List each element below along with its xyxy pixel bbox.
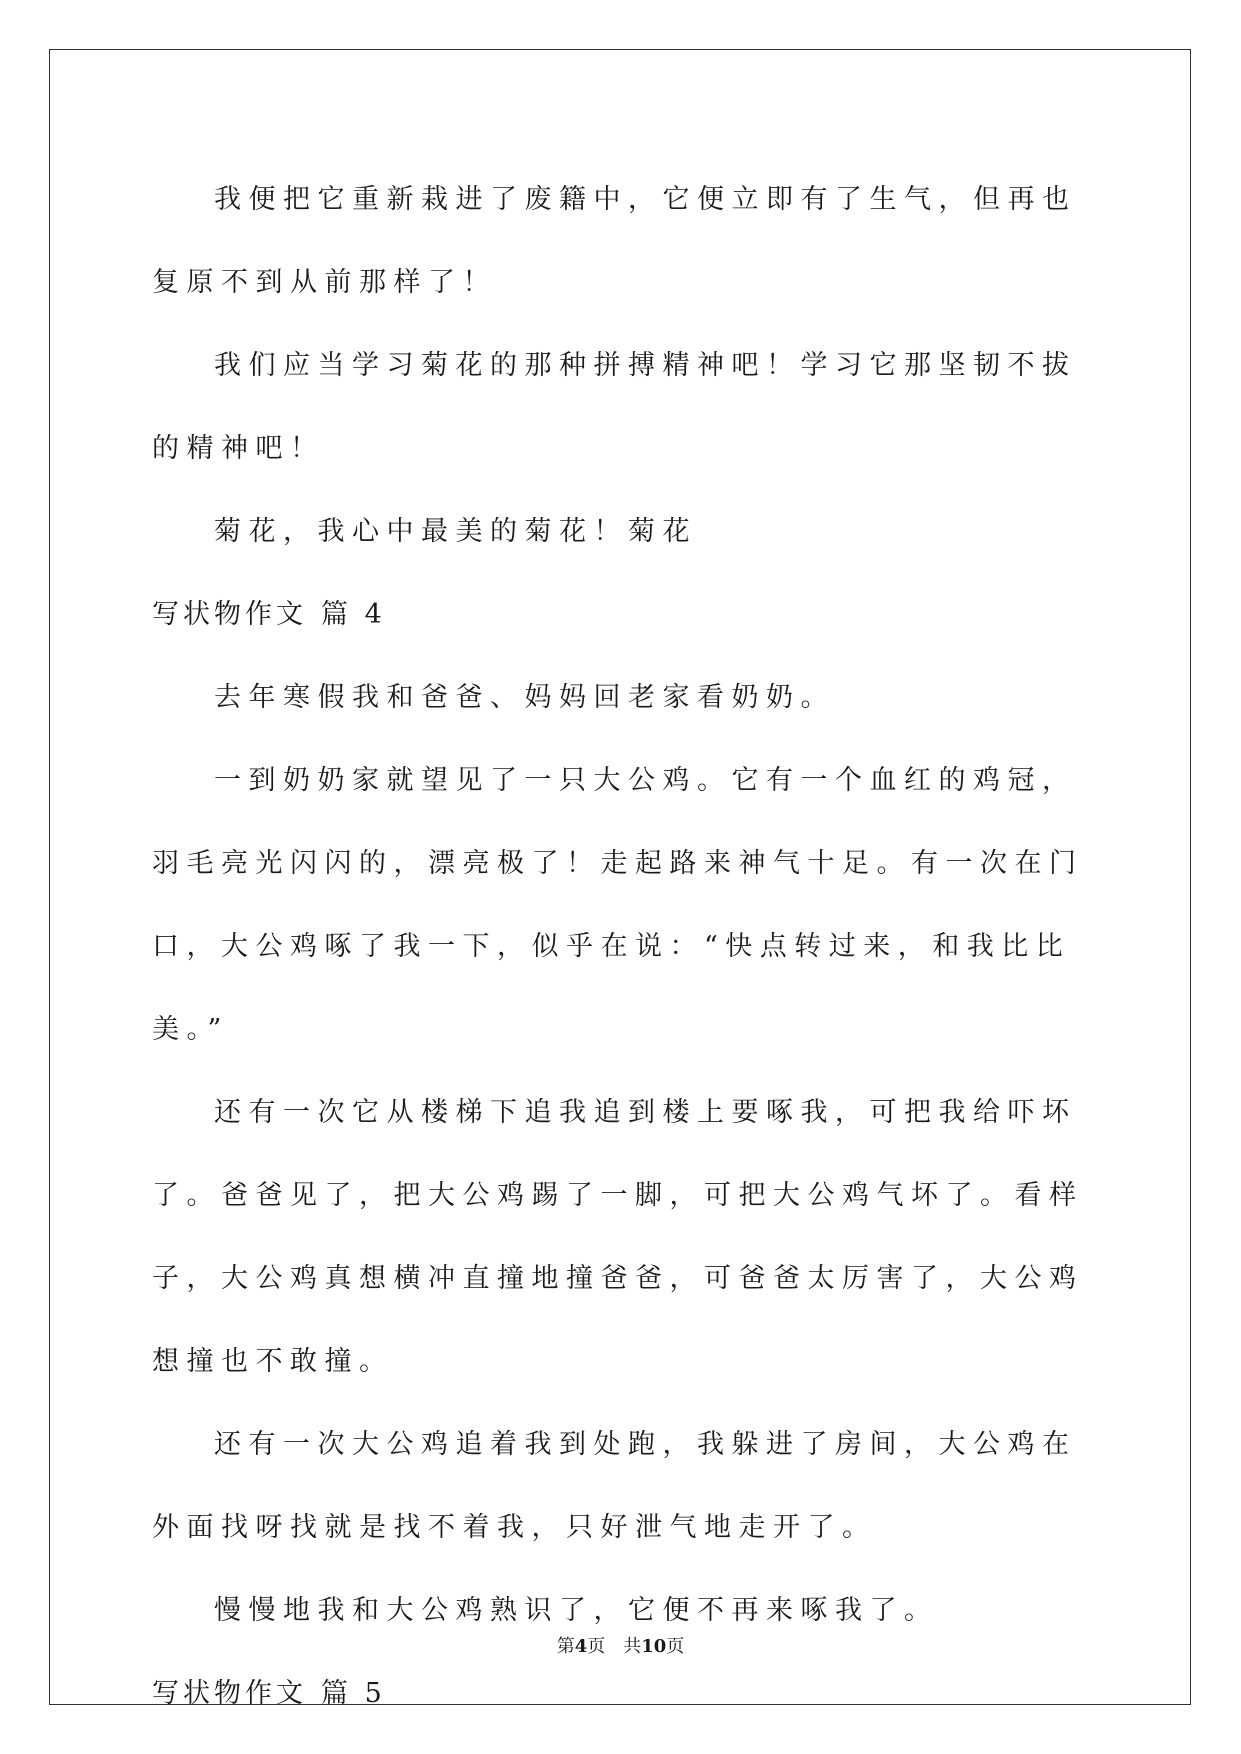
footer-page-suffix: 页 <box>587 1636 606 1657</box>
footer-page-number: 4 <box>574 1636 588 1657</box>
section-heading-4 <box>152 573 1090 656</box>
paragraph: 还有一次大公鸡追着我到处跑，我躲进了房间，大公鸡在外面找呀找就是找不着我，只好泄气地走开了。 <box>152 1429 1077 1543</box>
section-heading-5 <box>152 1652 1090 1735</box>
paragraph: 我便把它重新栽进了废籍中，它便立即有了生气，但再也复原不到从前那样了！ <box>152 184 1077 298</box>
paragraph: 一到奶奶家就望见了一只大公鸡。它有一个血红的鸡冠，羽毛亮光闪闪的，漂亮极了！走起路来神气十足。有一次在门口，大公鸡啄了我一下，似乎在说：“快点转过来，和我比比美。” <box>152 765 1084 1045</box>
paragraph: 慢慢地我和大公鸡熟识了，它便不再来啄我了。 <box>214 1595 939 1626</box>
paragraph: 我们应当学习菊花的那种拼搏精神吧！学习它那坚韧不拔的精神吧！ <box>152 350 1077 464</box>
footer-prefix: 第 <box>556 1636 575 1657</box>
section-title: 写状物作文 <box>152 1678 307 1709</box>
document-body <box>152 158 1090 1735</box>
paragraph: 菊花，我心中最美的菊花！菊花 <box>214 516 697 547</box>
footer-total-prefix: 共 <box>623 1636 642 1657</box>
paragraph: 去年寒假我和爸爸、妈妈回老家看奶奶。 <box>214 682 835 713</box>
footer-total-suffix: 页 <box>666 1636 685 1657</box>
paragraph: 还有一次它从楼梯下追我追到楼上要啄我，可把我给吓坏了。爸爸见了，把大公鸡踢了一脚，可把大公鸡气坏了。看样子，大公鸡真想横冲直撞地撞爸爸，可爸爸太厉害了，大公鸡想撞也不敢撞。 <box>152 1097 1084 1377</box>
page-footer <box>0 1632 1241 1658</box>
footer-total-pages: 10 <box>641 1636 667 1657</box>
section-title: 写状物作文 <box>152 599 307 630</box>
section-label: 篇 4 <box>321 599 386 630</box>
section-label: 篇 5 <box>321 1678 386 1709</box>
